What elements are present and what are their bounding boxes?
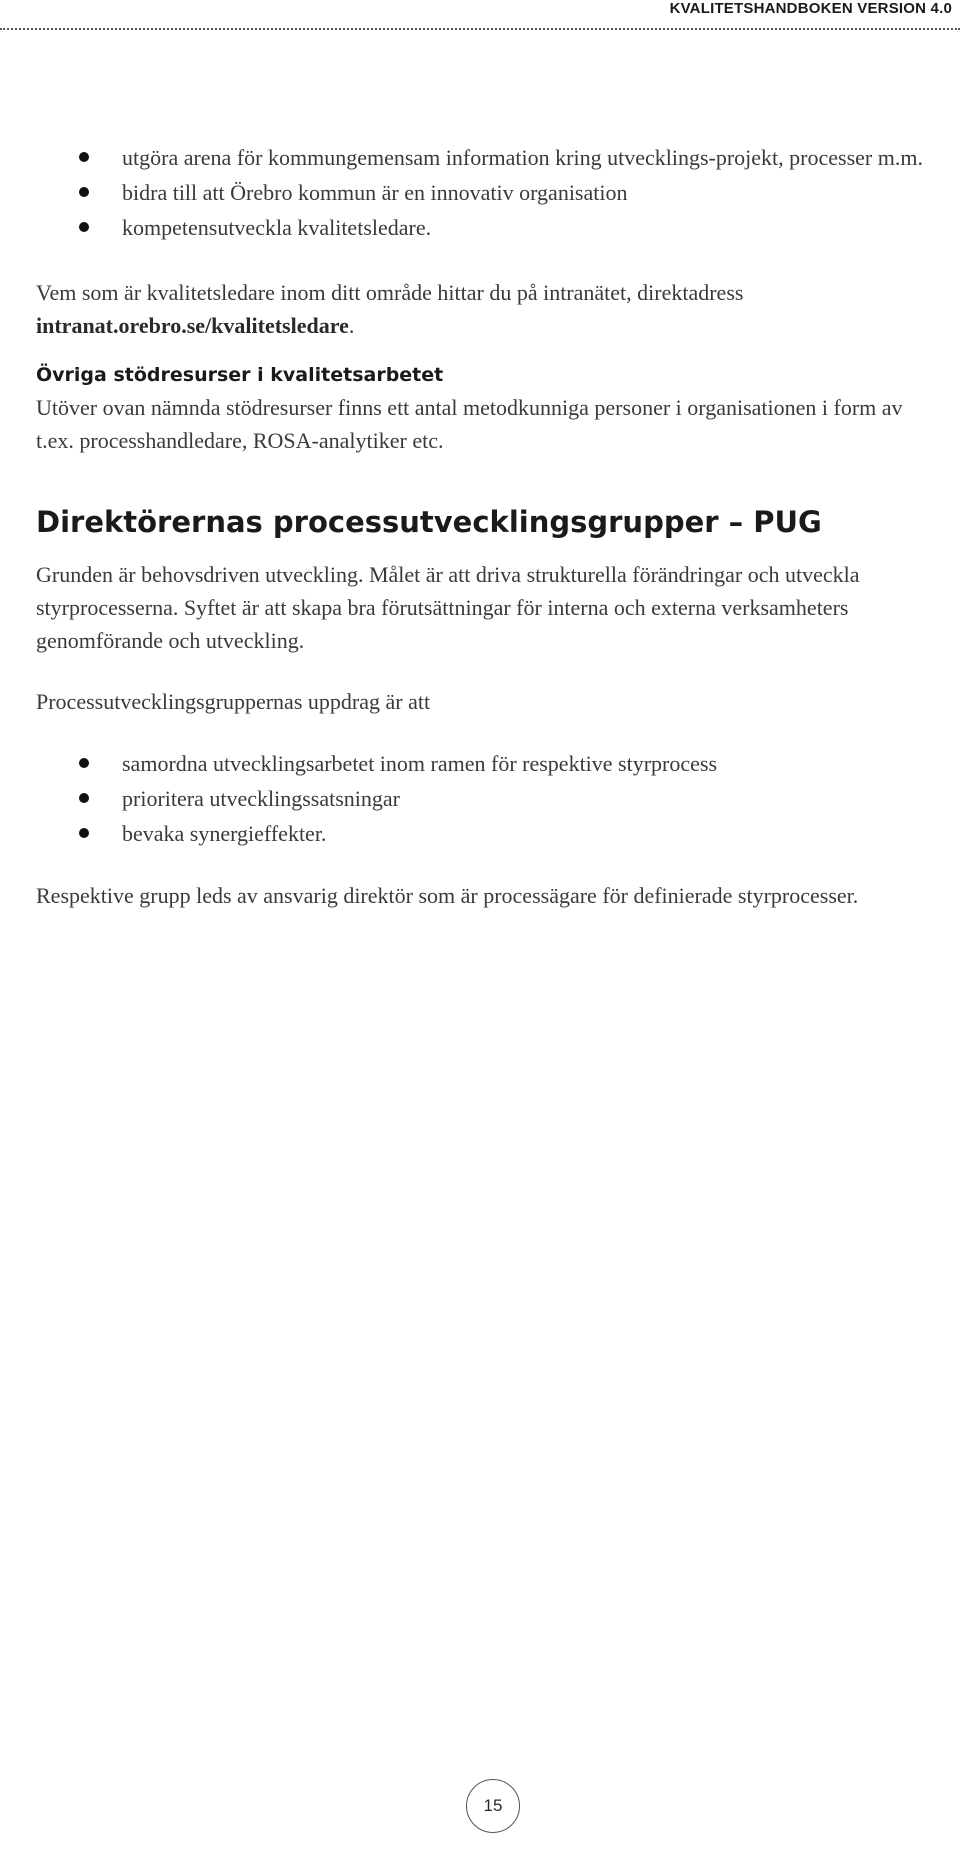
pug-heading: Direktörernas processutvecklingsgrupper – PUG [36, 505, 822, 539]
bullet-icon [79, 187, 89, 197]
bullet-icon [79, 222, 89, 232]
list-item: bidra till att Örebro kommun är en innovativ organisation [36, 175, 936, 210]
list-item: prioritera utvecklingssatsningar [36, 781, 936, 816]
bullet-icon [79, 828, 89, 838]
other-resources-paragraph: Utöver ovan nämnda stödresurser finns ett antal metodkunniga personer i organisationen i form av t.ex. processhandledare, ROSA-analytiker etc. [36, 395, 903, 453]
list-item: samordna utvecklingsarbetet inom ramen för respektive styrprocess [36, 746, 936, 781]
list-item: utgöra arena för kommungemensam information kring utvecklings-projekt, processer m.m. [36, 140, 936, 175]
page-content [36, 140, 936, 912]
bullet-icon [79, 758, 89, 768]
mission-intro: Processutvecklingsgruppernas uppdrag är att [36, 689, 431, 714]
bullet-icon [79, 793, 89, 803]
bullet-icon [79, 152, 89, 162]
list-item: bevaka synergieffekter. [36, 816, 936, 851]
page-number: 15 [466, 1779, 520, 1833]
closing-paragraph: Respektive grupp leds av ansvarig direktör som är processägare för definierade styrprocesser. [36, 883, 859, 908]
running-header: KVALITETSHANDBOKEN VERSION 4.0 [669, 0, 952, 17]
intro-bullet-list [36, 140, 936, 245]
intranet-link[interactable]: intranat.orebro.se/kvalitetsledare [36, 313, 349, 338]
mission-bullet-list [36, 746, 936, 851]
list-item: kompetensutveckla kvalitetsledare. [36, 210, 936, 245]
quality-leader-paragraph: Vem som är kvalitetsledare inom ditt område hittar du på intranätet, direktadress intranat.orebro.se/kvalitetsledare. [36, 280, 744, 338]
other-resources-heading: Övriga stödresurser i kvalitetsarbetet [36, 364, 444, 386]
header-divider [0, 28, 960, 30]
pug-paragraph: Grunden är behovsdriven utveckling. Målet är att driva strukturella förändringar och utveckla styrprocesserna. Syftet är att skapa bra förutsättningar för interna och externa verksamheters genomförande och utveckling. [36, 562, 860, 653]
